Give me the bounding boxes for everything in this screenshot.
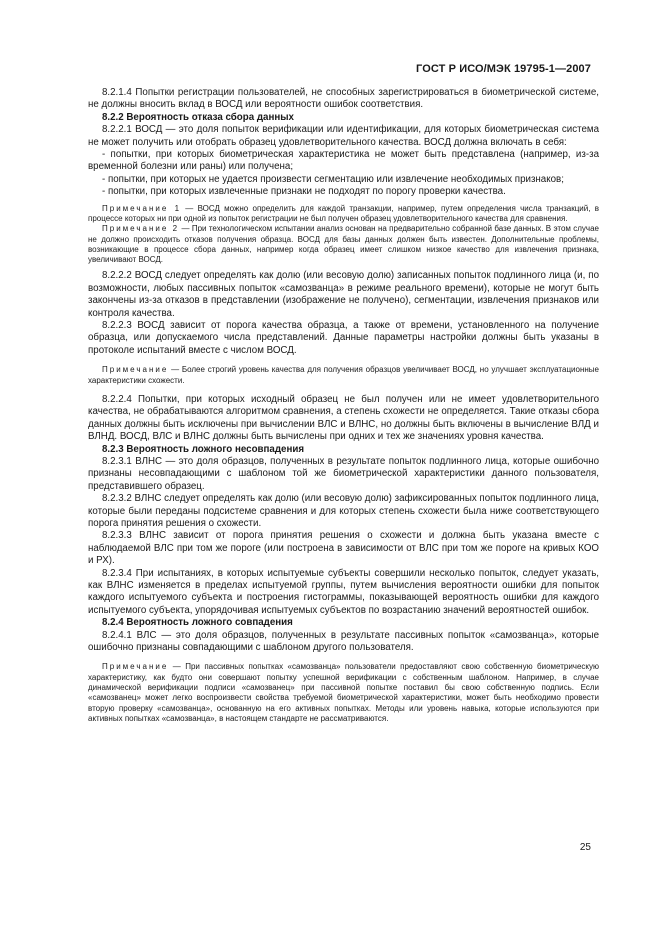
note-text: — ВОСД можно определить для каждой транзакции, например, путем определения числа транзакций, в процессе которых ни при одной из попыток регистрации не был получен образец удовлетворительного качества для сравнения. xyxy=(88,203,599,223)
note-label: Примечание xyxy=(102,365,169,375)
note-text: — Более строгий уровень качества для получения образцов увеличивает ВОСД, но улучшает эксплуатационные характеристики схожести. xyxy=(88,365,599,385)
note-label: Примечание xyxy=(102,662,169,672)
note-1 xyxy=(88,204,599,225)
heading-8-2-2: 8.2.2 Вероятность отказа сбора данных xyxy=(102,111,294,123)
paragraph-8-2-2-2: 8.2.2.2 ВОСД следует определять как долю (или весовую долю) записанных попыток подлинного лица (и, по возможности, любых пассивных попыток «самозванца» в режиме реального времени), которые не могут быть закончены из-за отказов в представлении (изображение не получено), сегментации, извлечения признаков или контроля качества. xyxy=(88,270,599,319)
paragraph-8-2-2-4: 8.2.2.4 Попытки, при которых исходный образец не был получен или не имеет удовлетворительного качества, не обрабатываются алгоритмом сравнения, а степень схожести не определяется. Такие отказы сбора данных должны быть исключены при вычислении ВЛС и ВЛНС, но должны быть включены в вычисление ВЛД и ВЛНД. ВОСД, ВЛС и ВЛНС должны быть вычислены при одних и тех же значениях уровня качества. xyxy=(88,393,599,443)
paragraph-8-2-4-1: 8.2.4.1 ВЛС — это доля образцов, полученных в результате пассивных попыток «самозванца», которые ошибочно признаны совпадающими с шаблоном другого пользователя. xyxy=(88,629,599,653)
heading-8-2-3: 8.2.3 Вероятность ложного несовпадения xyxy=(102,443,305,455)
list-item: - попытки, при которых биометрическая характеристика не может быть представлена (например, из-за временной болезни или раны) или получена; xyxy=(88,149,599,173)
paragraph-8-2-1-4: 8.2.1.4 Попытки регистрации пользователей, не способных зарегистрироваться в биометрической системе, не должны вносить вклад в ВОСД или вероятности ошибок соответствия. xyxy=(88,87,599,111)
note-label: Примечание 2 xyxy=(102,224,180,234)
note-label: Примечание 1 xyxy=(102,203,182,213)
paragraph-8-2-3-4: 8.2.3.4 При испытаниях, в которых испытуемые субъекты совершили несколько попыток, следует указать, как ВЛНС изменяется в пределах испытуемой группы, путем вычисления вероятности ошибки для попыток каждого испытуемого субъекта и построения гистограммы, показывающей вероятность ошибки для каждого испытуемого субъекта, упорядочивая испытуемых субъектов по возрастанию значений вероятностей ошибок. xyxy=(88,567,599,616)
note-2 xyxy=(88,224,599,265)
paragraph-8-2-3-1: 8.2.3.1 ВЛНС — это доля образцов, полученных в результате попыток подлинного лица, которые ошибочно признаны несовпадающими с шаблоном той же биометрической характеристики данного пользователя, представившего образец. xyxy=(88,455,599,492)
paragraph-8-2-3-3: 8.2.3.3 ВЛНС зависит от порога принятия решения о схожести и должна быть указана вместе с наблюдаемой ВЛС при том же пороге (или построена в зависимости от ВЛС при том же пороге на кривых КОО и РХ). xyxy=(88,530,599,567)
paragraph-8-2-2-1: 8.2.2.1 ВОСД — это доля попыток верификации или идентификации, для которых биометрическая система не может получить или отобрать образец удовлетворительного качества. ВОСД должна включать в себя: xyxy=(88,124,599,148)
heading-8-2-4: 8.2.4 Вероятность ложного совпадения xyxy=(102,617,293,629)
list-item: - попытки, при которых не удается произвести сегментацию или извлечение необходимых признаков; xyxy=(102,173,564,185)
note-3 xyxy=(88,365,599,386)
note-text: — При пассивных попытках «самозванца» пользователи предоставляют свою собственную биометрическую характеристику, как будто они совершают попытку успешной верификации с собственным шаблоном. Например, в случае динамической верификации подписи «самозванец» при пассивной попытке поставил бы свою собственную подпись. Если «самозванец» может легко воспроизвести свойства требуемой биометрической характеристики, может быть необходимо провести вторую проверку «самозванца», основанную на его активных попытках. Методы или уровень навыка, которые используются при активных попытках «самозванца», в настоящем стандарте не рассматриваются. xyxy=(88,662,599,723)
paragraph-8-2-2-3: 8.2.2.3 ВОСД зависит от порога качества образца, а также от времени, установленного на получение образца, или допускаемого числа представлений. Данные параметры настройки должны быть указаны в протоколе испытаний вместе с числом ВОСД. xyxy=(88,320,599,356)
paragraph-8-2-3-2: 8.2.3.2 ВЛНС следует определять как долю (или весовую долю) зафиксированных попыток подлинного лица, которые были переданы подсистеме сравнения и для которых степень схожести была ниже соответствующего порога принятия решения о схожести. xyxy=(88,493,599,529)
list-item: - попытки, при которых извлеченные признаки не подходят по порогу проверки качества. xyxy=(102,186,506,198)
page-content xyxy=(88,87,599,724)
note-text: — При технологическом испытании анализ основан на предварительно собранной базе данных. В этом случае не должно происходить отказов получения образца. ВОСД для базы данных должен быть известен. Дополнительные проблемы, возникающие в процессе сбора данных, например когда образец имеет слишком низкое качество для извлечения признака, увеличивают ВОСД. xyxy=(88,224,599,265)
standard-header: ГОСТ Р ИСО/МЭК 19795-1—2007 xyxy=(416,63,591,75)
page-number: 25 xyxy=(579,842,591,853)
note-4 xyxy=(88,662,599,724)
